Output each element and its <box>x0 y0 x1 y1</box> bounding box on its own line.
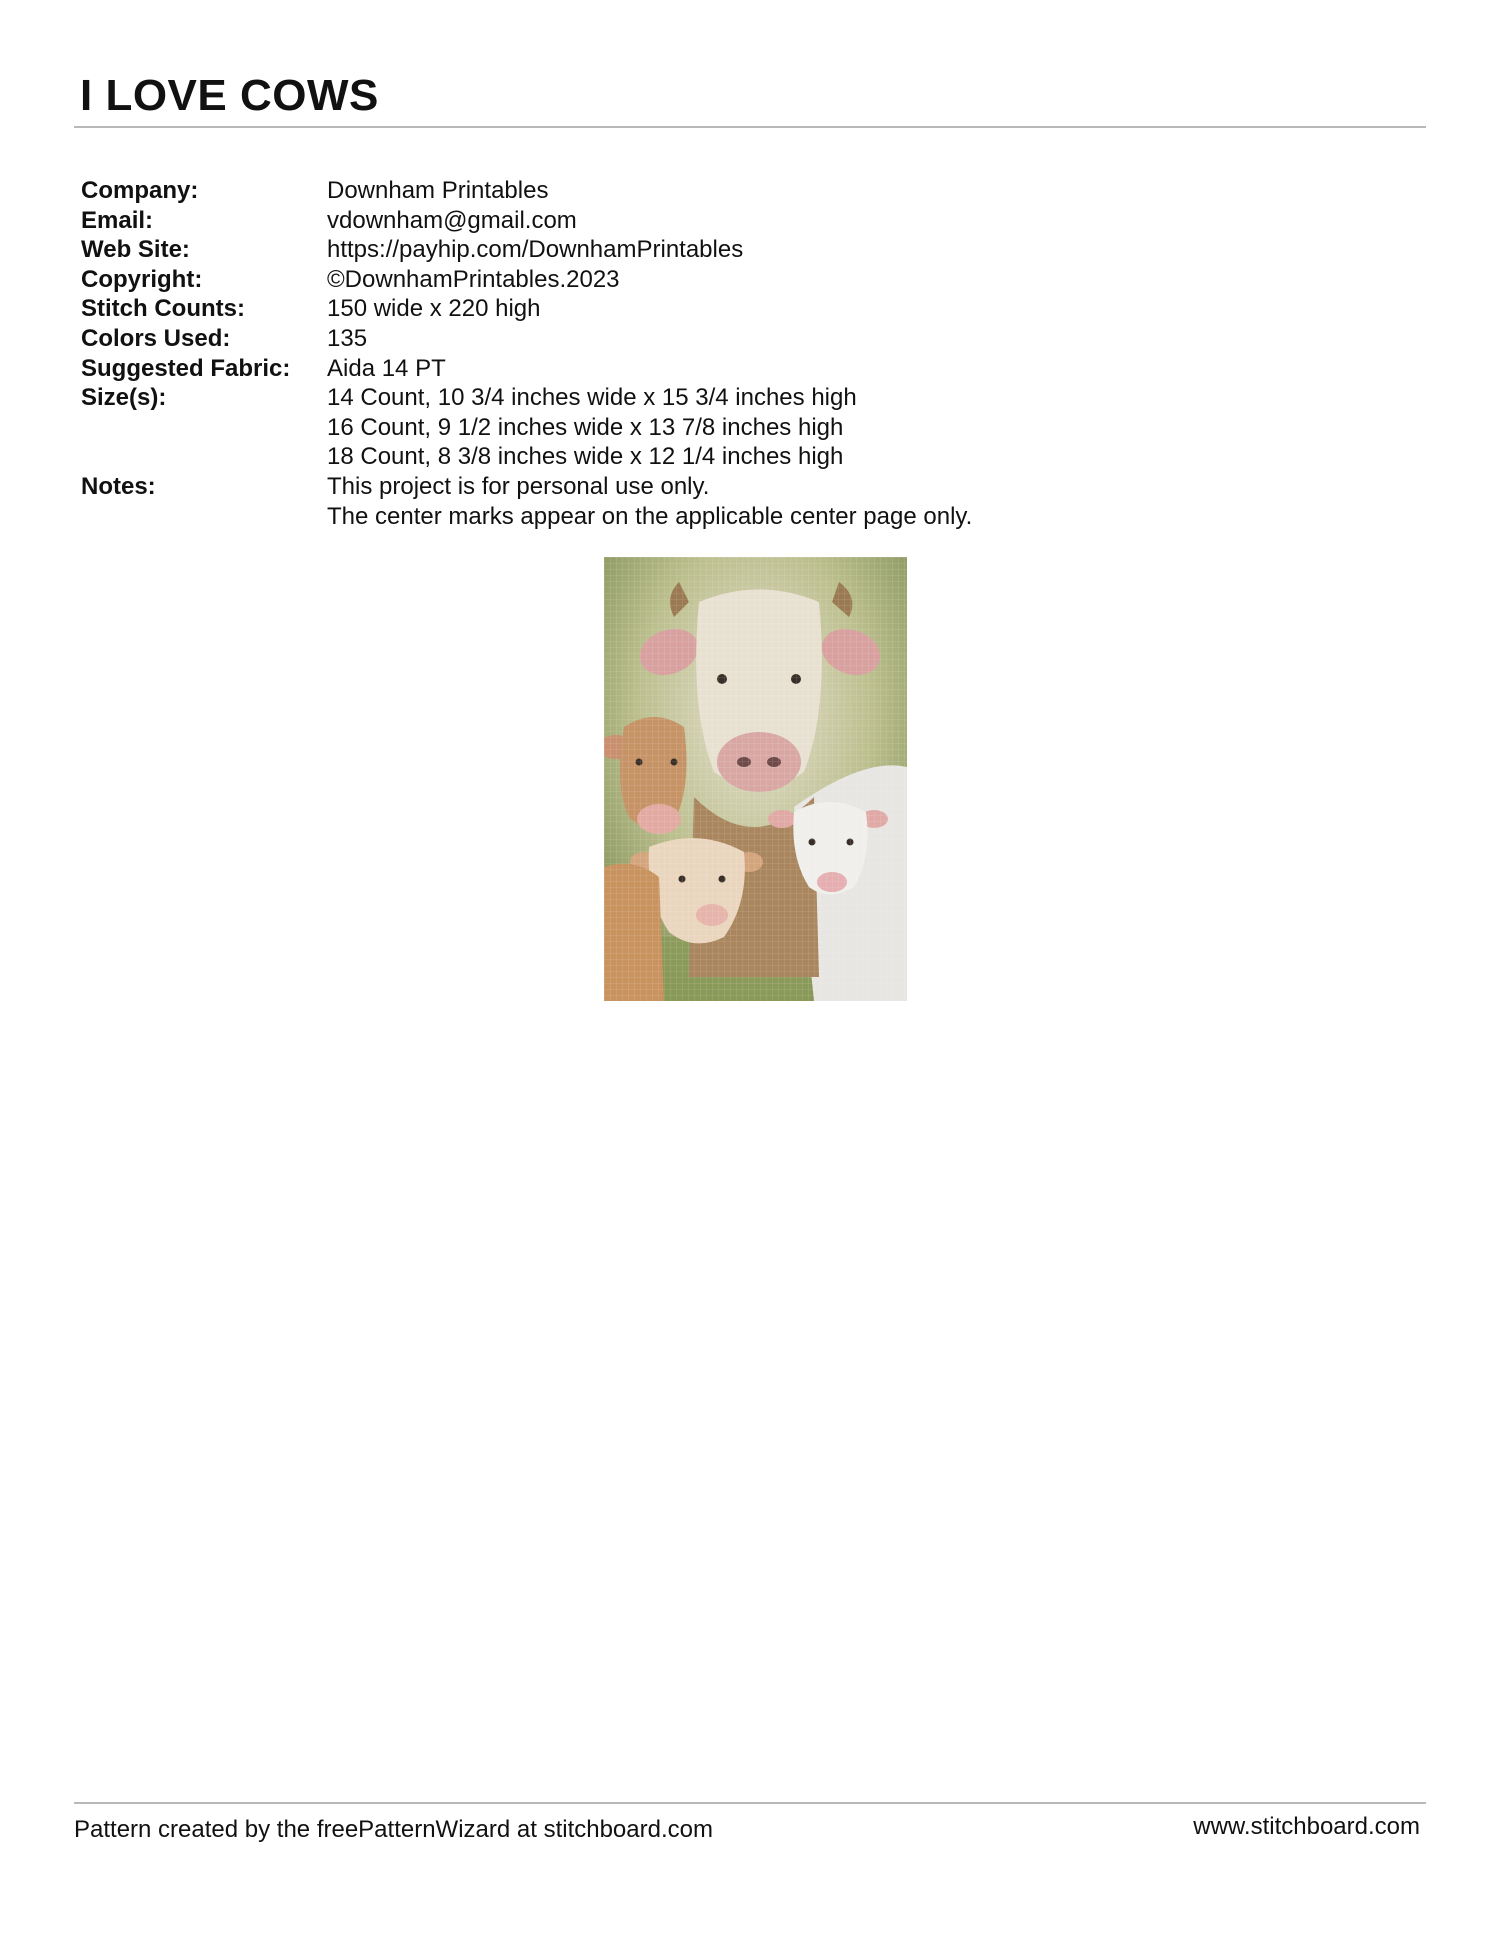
detail-row <box>81 442 972 472</box>
detail-label <box>81 413 327 443</box>
detail-row <box>81 472 972 502</box>
detail-row <box>81 502 972 532</box>
page-title: I LOVE COWS <box>80 71 379 120</box>
detail-label: Web Site: <box>81 236 190 264</box>
footer-website: www.stitchboard.com <box>1193 1813 1420 1840</box>
detail-value: Downham Printables <box>327 177 549 204</box>
detail-value: 14 Count, 10 3/4 inches wide x 15 3/4 inches high <box>327 384 857 412</box>
detail-row <box>81 324 972 354</box>
detail-label: Colors Used: <box>81 324 231 352</box>
detail-row <box>81 354 972 384</box>
detail-row <box>81 206 972 236</box>
detail-row <box>81 294 972 324</box>
detail-label: Suggested Fabric: <box>81 354 291 382</box>
pattern-details <box>81 176 972 531</box>
detail-label: Notes: <box>81 472 156 500</box>
detail-value: 150 wide x 220 high <box>327 295 541 323</box>
detail-row <box>81 235 972 265</box>
detail-row <box>81 383 972 413</box>
detail-value: The center marks appear on the applicable center page only. <box>327 502 973 530</box>
detail-label: Copyright: <box>81 265 203 293</box>
detail-label: Email: <box>81 206 154 234</box>
pattern-preview-image <box>604 557 907 1001</box>
detail-value: Aida 14 PT <box>327 354 446 382</box>
detail-value: vdownham@gmail.com <box>327 206 577 234</box>
detail-label: Stitch Counts: <box>81 295 245 323</box>
detail-value: This project is for personal use only. <box>327 472 710 500</box>
detail-value: https://payhip.com/DownhamPrintables <box>327 236 744 264</box>
detail-label <box>81 442 327 472</box>
title-divider <box>74 126 1426 128</box>
detail-value: 18 Count, 8 3/8 inches wide x 12 1/4 inches high <box>327 443 844 471</box>
footer-divider <box>74 1802 1426 1804</box>
detail-row <box>81 413 972 443</box>
detail-row <box>81 176 972 206</box>
footer-credit: Pattern created by the freePatternWizard at stitchboard.com <box>74 1816 713 1843</box>
detail-value: 135 <box>327 324 368 352</box>
detail-label <box>81 502 327 532</box>
detail-label: Size(s): <box>81 384 167 412</box>
detail-value: 16 Count, 9 1/2 inches wide x 13 7/8 inches high <box>327 413 844 441</box>
detail-value: ©DownhamPrintables.2023 <box>327 265 620 293</box>
detail-row <box>81 265 972 295</box>
detail-label: Company: <box>81 177 199 204</box>
